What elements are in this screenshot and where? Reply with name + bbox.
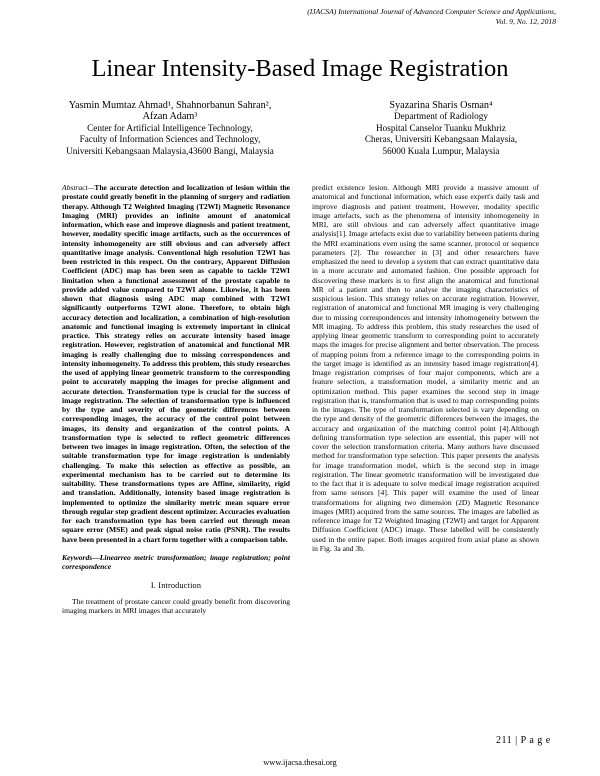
- intro-paragraph-cont: predict existence lesion. Although MRI provide a massive amount of anatomical and functional information, which ease expert's daily task and improve diagnosis and patient treatment, However, modality specific image artefacts, such as the phenomena of intensity inhomogeneity in MRI, are still obvious and can adversely affect quantitative image analysis[1]. Image artefacts exist due to variability between patients during the MRI examinations even using the same scanner, protocol or sequence parameters [2]. The researcher in [3] and other researchers have emphasized the need to develop a system that can extract quantitative data in a more accurate and automated fashion. One possible approach for discovering these markers is to first align the anatomical and functional MR of a patient and then to analyse the imaging characteristics of suspicious lesion. This strategy relies on accurate registration. However, registration of anatomical and functional MR imaging is very challenging due to missing correspondences and intensity inhomogeneity between the MR imaging. To address this problem, this study researches the used of applying linear geometric transform to corresponding point to accurately maps the images for precise alignment and better observation. The process of mapping points from a reference image to the corresponding points in the target image is identified as an intensity based image registration[4]. Image registration comprises of four major components, which are a feature selection, a transformation model, a similarity metric and an optimization method. This paper examines the second step in image registration that is, transformation that is used to map corresponding points in the images. The type of transformation selected is vary depending on the type and density of the geometric differences between the images, the accuracy and organization of the matching control point [4].Although defining transformation type selection are essential, this paper will not cover the selection transformation criteria. Many authors have discussed method for transformation type selection. This paper presents the analysis for image transformation model, which is the second step in image registration. The linear geometric transformation will be investigated due to the fact that it is adequate to solve medical image registration acquired from same sensors [4]. This paper will examine the used of linear transformations for aligning two dimension (2D) Magnetic Resonance images (MRI) acquired from the same sources. The images are labelled as reference image for T2 Weighted Imaging (T2WI) and target for Apparent Diffusion Coefficient (ADC) image. These labelled will be consistently used in the entire paper. Both images acquired from axial plane as shown in Fig. 3a and 3b.: [312, 183, 539, 553]
- keywords: Keywords—Linearreo metric transformation; image registration; point correspondence: [62, 552, 290, 571]
- affiliation-line: Department of Radiology: [394, 111, 488, 122]
- affiliation-line: Universiti Kebangsaan Malaysia,43600 Bangi, Malaysia: [66, 145, 274, 156]
- author-block-right: [312, 100, 570, 157]
- affiliation-line: Cheras, Universiti Kebangsaan Malaysia,: [364, 134, 518, 145]
- affiliation-line: Center for Artificial Intelligence Technology,: [87, 122, 253, 133]
- author-block-left: [40, 100, 300, 157]
- author-name: Syazarina Sharis Osman⁴: [389, 100, 493, 111]
- section-heading: I. Introduction: [150, 581, 202, 591]
- left-column: [62, 183, 290, 615]
- footer-url: www.ijacsa.thesai.org: [263, 758, 337, 767]
- page-number: 211 | P a g e: [496, 735, 551, 746]
- paper-title: Linear Intensity-Based Image Registration: [91, 55, 509, 82]
- author-names-cont: Afzan Adam³: [142, 111, 198, 123]
- abstract-lead: Abstract—: [62, 183, 95, 192]
- abstract: [62, 183, 290, 544]
- right-column: [312, 183, 539, 553]
- affiliation-line: Hospital Canselor Tuanku Mukhriz: [376, 122, 506, 133]
- abstract-text: The accurate detection and localization of lesion within the prostate could greatly benefit in the planning of surgery and radiation therapy. Although T2 Weighted Imaging (T2WI) Magnetic Resonance Imaging (MRI) provides an infinite amount of anatomical information, which ease and improve diagnosis and patient treatment, however, modality specific image artifacts, such as the occurrences of intensity inhomogeneity are still obvious and can adversely affect quantitative image analysis. Conventional high resolution T2WI has been restricted in this respect. On the contrary, Apparent Diffusion Coefficient (ADC) map has been seen as capable to tackle T2WI limitation when a functional assessment of the prostate capable to provide added value compared to T2WI alone. Likewise, it has been shown that diagnosis using ADC map combined with T2WI significantly outperforms T2WI alone. Therefore, to obtain high accuracy detection and localization, a combination of high-resolution anatomic and functional imaging is extremely important in clinical practice. This strategy relies on accurate intensity based image registration. However, registration of anatomical and functional MR imaging is really challenging due to missing correspondences and intensity inhomogeneity. To address this problem, this study researches the used of applying linear geometric transform to the corresponding point to accurately mapping the images for precise alignment and accurate detection. Transformation type is crucial for the success of image registration. The selection of transformation type is influenced by the type and severity of the geometric differences between corresponding images, the accuracy of the control point between images, its density and organization of the control points. A transformation type is selected to reflect geometric differences between two images in image registration. Often, the selection of the suitable transformation type for image registration is undeniably challenging. To make this selection as effective as possible, an experimental mechanism has to be carried out to determine its suitability. These transformations types are Affine, similarity, rigid and translation. Additionally, intensity based image registration is implemented to optimize the similarity metric mean square error through regular step gradient descent optimizer. Accuracies evaluation for each transformation type has been carried out through mean square error (MSE) and peak signal noise ratio (PSNR). The results have been presented in a chart form together with a comparison table.: [62, 183, 290, 544]
- journal-header: [196, 7, 556, 27]
- journal-header-line2: Vol. 9, No. 12, 2018: [495, 17, 556, 26]
- author-names: Yasmin Mumtaz Ahmad¹, Shahnorbanun Sahran²,: [68, 100, 272, 111]
- affiliation-line: 56000 Kuala Lumpur, Malaysia: [382, 145, 500, 156]
- journal-header-line1: (IJACSA) International Journal of Advanced Computer Science and Applications,: [307, 7, 556, 16]
- intro-paragraph: The treatment of prostate cancer could greatly benefit from discovering imaging markers in MRI images that accurately: [62, 596, 290, 615]
- affiliation-line: Faculty of Information Sciences and Technology,: [79, 134, 261, 145]
